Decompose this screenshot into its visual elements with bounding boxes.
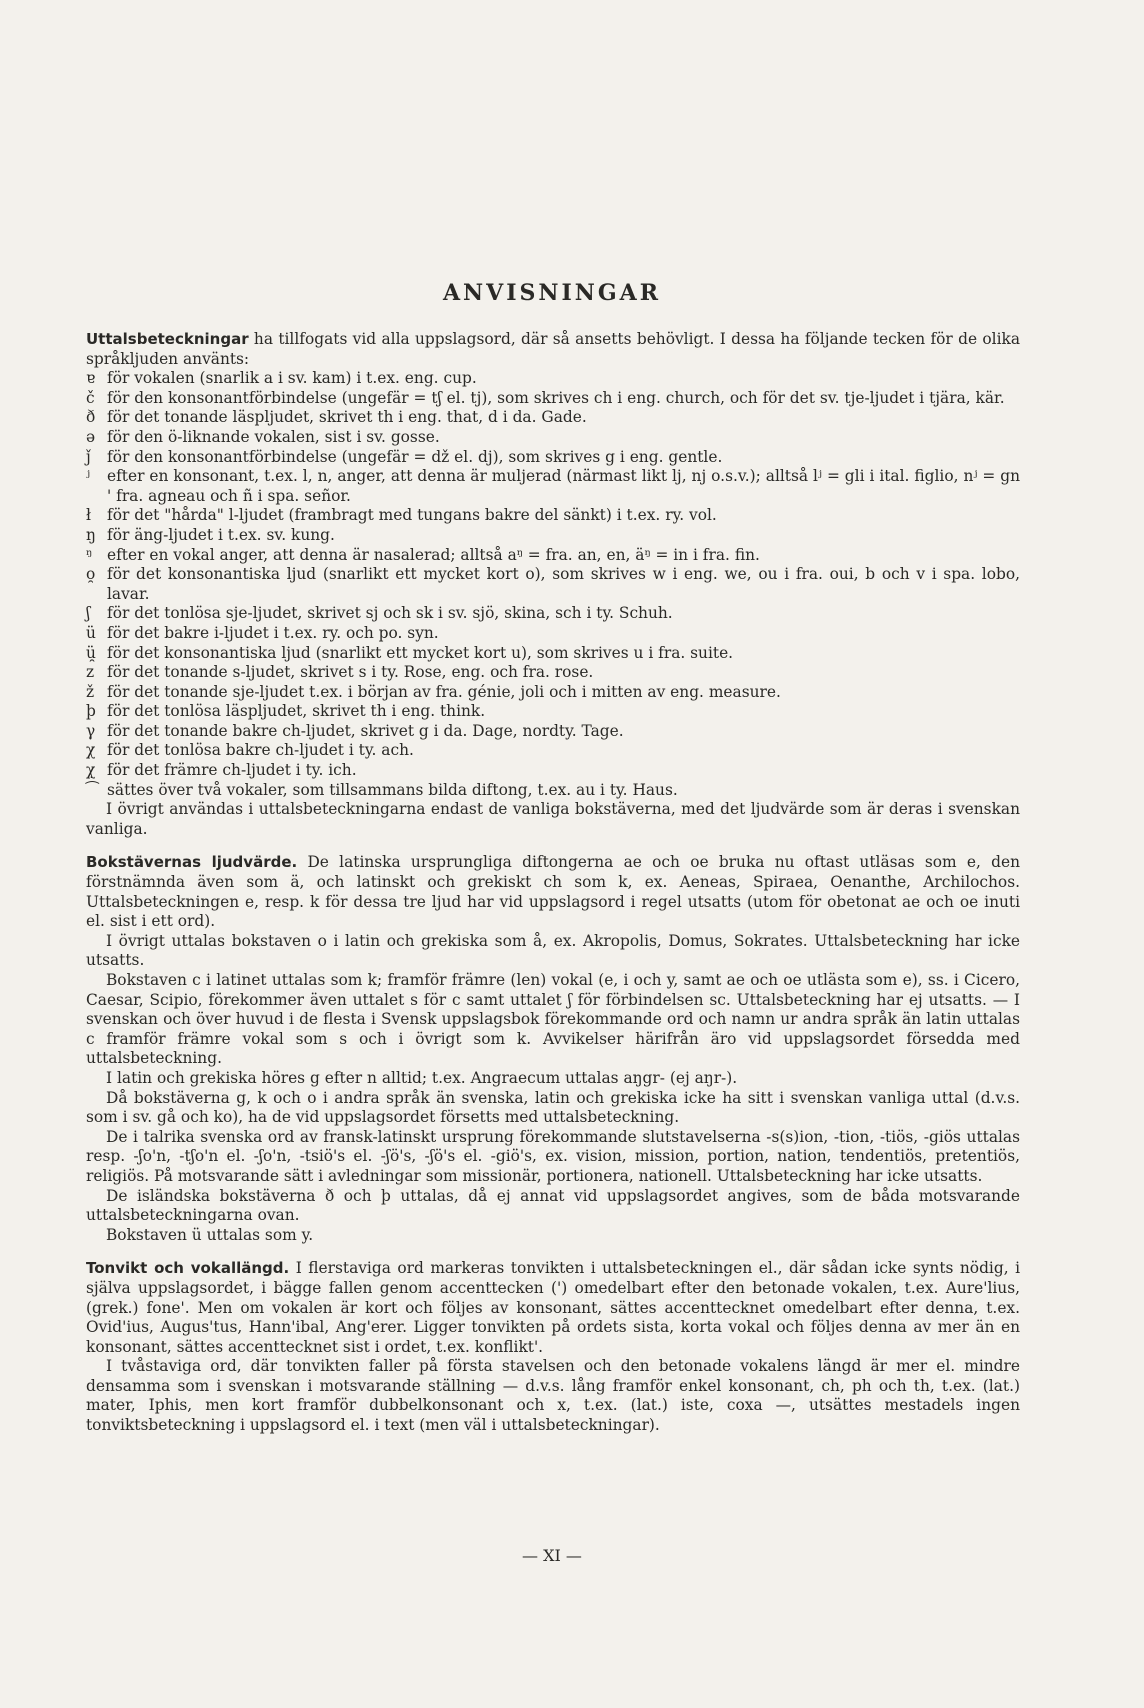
symbol-description: för det tonlösa bakre ch-ljudet i ty. ach.	[107, 741, 414, 760]
symbol-description: för den konsonantförbindelse (ungefär = dž el. dj), som skrives g i eng. gentle.	[107, 447, 723, 466]
symbol-row	[86, 526, 1020, 546]
symbol-description: för det främre ch-ljudet i ty. ich.	[107, 761, 357, 780]
symbol-row	[86, 467, 1020, 506]
symbol-description: för den ö-liknande vokalen, sist i sv. gosse.	[107, 427, 440, 446]
symbol-description: för vokalen (snarlik a i sv. kam) i t.ex. eng. cup.	[107, 369, 477, 388]
phonetic-symbol: ǰ	[86, 447, 91, 466]
symbol-description: för det tonande läspljudet, skrivet th i eng. that, d i da. Gade.	[107, 408, 587, 427]
phonetic-symbol: ᵑ	[86, 545, 93, 564]
bokstav-paragraph: De i talrika svenska ord av fransk-latinskt ursprung förekommande slutstavelserna -s(s)ion, -tion, -tiös, -giös uttalas resp. -ʃo'n, -tʃo'n el. -ʃo'n, -tsiö's el. -ʃö's, -ʃö's el. -giö's, ex. vision, mission, portion, nation, tendentiös, pretentiös, religiös. På motsvarande sätt i avledningar som missionär, portionera, nationell. Uttalsbeteckning har icke utsatts.	[86, 1127, 1020, 1185]
symbol-row	[86, 546, 1020, 566]
uttal-closing: I övrigt användas i uttalsbeteckningarna endast de vanliga bokstäverna, med det ljudvärde som är deras i svenskan vanliga.	[86, 800, 1020, 838]
body-text	[86, 330, 1020, 1436]
symbol-description: sättes över två vokaler, som tillsammans bilda diftong, t.ex. au i ty. Haus.	[107, 780, 678, 799]
symbol-row	[86, 408, 1020, 428]
symbol-row	[86, 506, 1020, 526]
page-title: ANVISNINGAR	[442, 280, 662, 306]
bokstav-paragraph: De isländska bokstäverna ð och þ uttalas, då ej annat vid uppslagsordet angives, som de båda motsvarande uttalsbeteckningarna ovan.	[86, 1186, 1020, 1225]
bokstav-paragraph: Bokstaven c i latinet uttalas som k; framför främre (len) vokal (e, i och y, samt ae och oe utlästa som e), ss. i Cicero, Caesar, Scipio, förekommer även uttalet s för c samt uttalet ʃ för förbindelsen sc. Uttalsbeteckning har ej utsatts. — I svenskan och över huvud i de flesta i Svensk uppslagsbok förekommande ord och namn ur andra språk än latin uttalas c framför främre vokal som s och i övrigt som k. Avvikelser härifrån äro vid uppslagsordet försedda med uttalsbeteckning.	[86, 971, 1020, 1068]
phonetic-symbol: ł	[86, 506, 91, 525]
symbol-row	[86, 644, 1020, 664]
symbol-row	[86, 448, 1020, 468]
section-heading-bokstav: Bokstävernas ljudvärde.	[86, 853, 298, 872]
symbol-row	[86, 663, 1020, 683]
symbol-row	[86, 702, 1020, 722]
section-heading-uttal: Uttalsbeteckningar	[86, 330, 249, 348]
bokstav-paragraph: I latin och grekiska höres g efter n alltid; t.ex. Angraecum uttalas aŋgr- (ej aŋr-).	[106, 1068, 738, 1087]
phonetic-symbol: ʲ	[86, 467, 91, 486]
tonvikt-paragraph: I tvåstaviga ord, där tonvikten faller på första stavelsen och den betonade vokalens längd är mer el. mindre densamma som i svenskan i motsvarande ställning — d.v.s. lång framför enkel konsonant, ch, ph och th, t.ex. (lat.) mater, Iphis, men kort framför dubbelkonsonant och x, t.ex. (lat.) iste, coxa —, utsättes mestadels ingen tonviktsbeteckning i uppslagsord el. i text (men väl i uttalsbeteckningar).	[86, 1357, 1020, 1435]
symbol-description: efter en konsonant, t.ex. l, n, anger, att denna är muljerad (närmast likt lj, nj o.s.v.); alltså lʲ = gli i ital. figlio, nʲ = gn ' fra. agneau och ñ i spa. señor.	[107, 467, 1020, 505]
symbol-row	[86, 604, 1020, 624]
bokstav-paragraph: Bokstaven ü uttalas som y.	[106, 1225, 314, 1244]
page-number: — XI —	[522, 1546, 582, 1565]
phonetic-symbol: ü	[86, 623, 96, 642]
bokstav-intro: Bokstävernas ljudvärde. De latinska ursprungliga diftongerna ae och oe bruka nu oftast utläsas som e, den förstnämnda även som ä, och latinskt och grekiskt ch som k, ex. Aeneas, Spiraea, Oenanthe, Archilochos. Uttalsbeteckningen e, resp. k för dessa tre ljud har vid uppslagsord i regel utsatts (utom för obetonat ae och oe inuti el. sist i ett ord).	[86, 853, 1020, 931]
phonetic-symbol: z	[86, 663, 95, 682]
tonvikt-intro: Tonvikt och vokallängd. I flerstaviga ord markeras tonvikten i uttalsbeteckningen el., där sådan icke synts nödig, i själva uppslagsordet, i bägge fallen genom accenttecken (') omedelbart efter den betonade vokalen, t.ex. Aure'lius, (grek.) fone'. Men om vokalen är kort och följes av konsonant, sättes accenttecknet omedelbart efter denna, t.ex. Ovid'ius, Augus'tus, Hann'ibal, Ang'erer. Ligger tonvikten på ordets sista, korta vokal och följes denna av mer än en konsonant, sättes accenttecknet sist i ordet, t.ex. konflikt'.	[86, 1259, 1020, 1356]
symbol-description: för det konsonantiska ljud (snarlikt ett mycket kort u), som skrives u i fra. suite.	[107, 643, 734, 662]
symbol-description: för det tonlösa sje-ljudet, skrivet sj och sk i sv. sjö, skina, sch i ty. Schuh.	[107, 604, 673, 623]
phonetic-symbol: ž	[86, 682, 95, 701]
phonetic-symbol: o̯	[86, 565, 96, 584]
phonetic-symbol: ə	[86, 427, 96, 446]
bokstav-paragraph: I övrigt uttalas bokstaven o i latin och grekiska som å, ex. Akropolis, Domus, Sokrates. Uttalsbeteckning har icke utsatts.	[86, 931, 1020, 970]
symbol-row	[86, 781, 1020, 801]
symbol-description: för det "hårda" l-ljudet (frambragt med tungans bakre del sänkt) i t.ex. ry. vol.	[107, 506, 717, 525]
symbol-row	[86, 722, 1020, 742]
symbol-row	[86, 369, 1020, 389]
phonetic-symbol: χ	[86, 741, 96, 760]
symbol-description: för det tonande bakre ch-ljudet, skrivet g i da. Dage, nordty. Tage.	[107, 721, 624, 740]
symbol-row	[86, 565, 1020, 604]
symbol-row	[86, 683, 1020, 703]
symbol-row	[86, 389, 1020, 409]
phonetic-symbol: ɐ	[86, 369, 96, 388]
phonetic-symbol: χ̣	[86, 761, 96, 780]
phonetic-symbol: γ	[86, 721, 96, 740]
symbol-description: för det tonande s-ljudet, skrivet s i ty. Rose, eng. och fra. rose.	[107, 663, 594, 682]
symbol-description: för det tonande sje-ljudet t.ex. i början av fra. génie, joli och i mitten av eng. measure.	[107, 682, 781, 701]
symbol-description: för den konsonantförbindelse (ungefär = tʃ el. tj), som skrives ch i eng. church, och för det sv. tje-ljudet i tjära, kär.	[107, 388, 1005, 407]
symbol-description: för det bakre i-ljudet i t.ex. ry. och po. syn.	[107, 623, 439, 642]
symbol-row	[86, 741, 1020, 761]
section-heading-tonvikt: Tonvikt och vokallängd.	[86, 1259, 290, 1278]
phonetic-symbol: č	[86, 388, 95, 407]
symbol-description: för äng-ljudet i t.ex. sv. kung.	[107, 525, 335, 544]
symbol-description: för det tonlösa läspljudet, skrivet th i eng. think.	[107, 702, 486, 721]
uttal-intro: Uttalsbeteckningar ha tillfogats vid alla uppslagsord, där så ansetts behövligt. I dessa ha följande tecken för de olika språkljuden använts:	[86, 330, 1020, 368]
symbol-description: efter en vokal anger, att denna är nasalerad; alltså aᵑ = fra. an, en, äᵑ = in i fra. fin.	[107, 545, 760, 564]
symbol-row	[86, 761, 1020, 781]
phonetic-symbol: ⁀	[86, 780, 99, 799]
symbol-list	[86, 369, 1020, 800]
phonetic-symbol: ŋ	[86, 525, 96, 544]
phonetic-symbol: ð	[86, 408, 96, 427]
symbol-row	[86, 624, 1020, 644]
symbol-description: för det konsonantiska ljud (snarlikt ett mycket kort o), som skrives w i eng. we, ou i fra. oui, b och v i spa. lobo, lavar.	[107, 565, 1020, 603]
symbol-row	[86, 428, 1020, 448]
phonetic-symbol: þ	[86, 702, 96, 721]
phonetic-symbol: ü̯	[86, 643, 96, 662]
bokstav-paragraph: Då bokstäverna g, k och o i andra språk än svenska, latin och grekiska icke ha sitt i svenskan vanliga uttal (d.v.s. som i sv. gå och ko), ha de vid uppslagsordet försetts med uttalsbeteckning.	[86, 1088, 1020, 1127]
phonetic-symbol: ʃ	[86, 604, 91, 623]
